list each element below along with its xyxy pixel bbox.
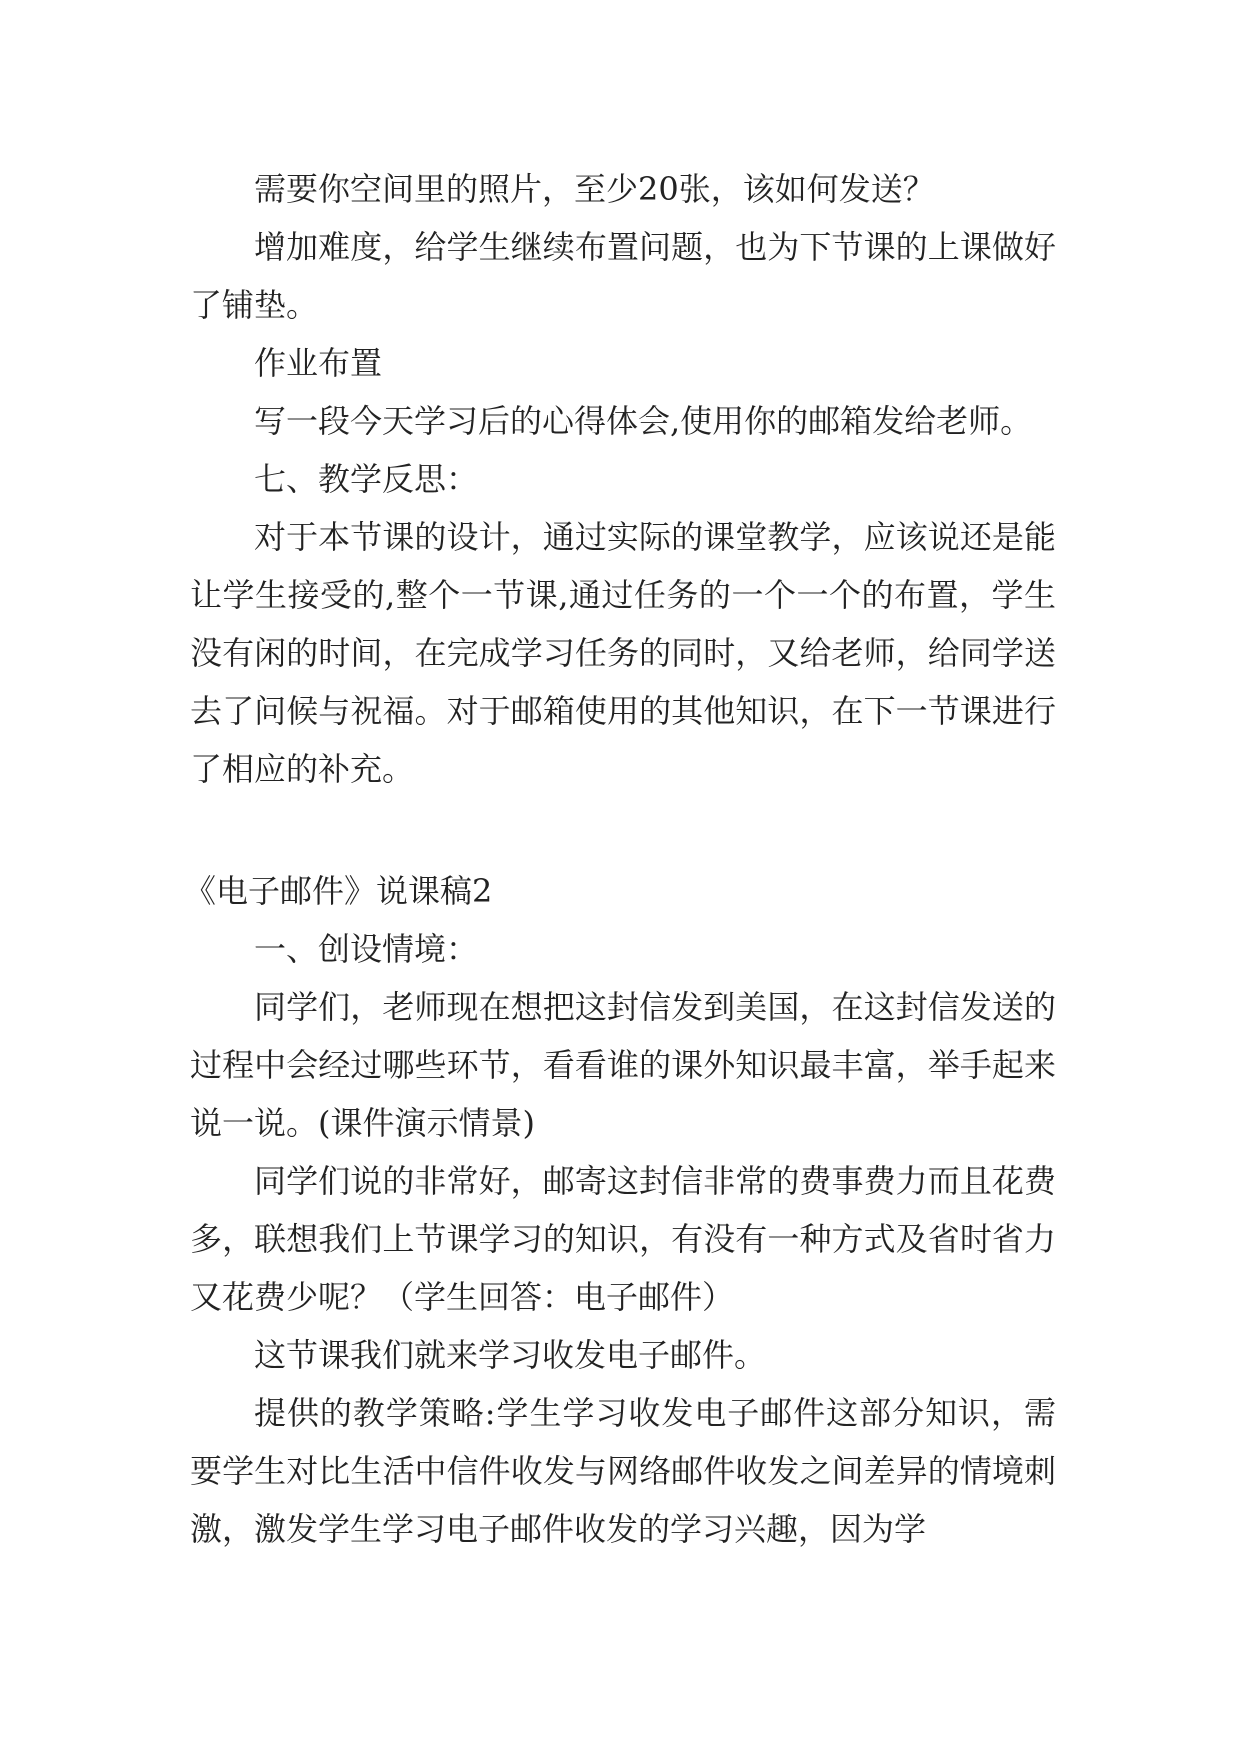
paragraph-letter-to-usa: 同学们，老师现在想把这封信发到美国，在这封信发送的过程中会经过哪些环节，看看谁的课外知识最丰富，举手起来说一说。(课件演示情景): [190, 988, 1056, 1142]
document-page: [184, 160, 1056, 1558]
paragraph-student-answer: 同学们说的非常好，邮寄这封信非常的费事费力而且花费多，联想我们上节课学习的知识，有没有一种方式及省时省力又花费少呢？（学生回答：电子邮件）: [190, 1162, 1056, 1316]
paragraph-scenario-heading: 一、创设情境：: [254, 930, 479, 968]
paragraph-photo-question: 需要你空间里的照片，至少20张，该如何发送？: [254, 170, 935, 208]
section-title: 《电子邮件》说课稿2: [184, 872, 493, 910]
paragraph-homework-task: 写一段今天学习后的心得体会,使用你的邮箱发给老师。: [254, 402, 1033, 440]
paragraph-homework-heading: 作业布置: [254, 344, 383, 382]
paragraph-reflection-body: 对于本节课的设计，通过实际的课堂教学，应该说还是能让学生接受的,整个一节课,通过任务的一个一个的布置，学生没有闲的时间，在完成学习任务的同时，又给老师，给同学送去了问候与祝福。对于邮箱使用的其他知识，在下一节课进行了相应的补充。: [190, 518, 1056, 788]
paragraph-teaching-strategy: 提供的教学策略:学生学习收发电子邮件这部分知识，需要学生对比生活中信件收发与网络邮件收发之间差异的情境刺激，激发学生学习电子邮件收发的学习兴趣，因为学: [190, 1394, 1056, 1548]
paragraph-increase-difficulty: 增加难度，给学生继续布置问题，也为下节课的上课做好了铺垫。: [190, 228, 1056, 324]
paragraph-lesson-intro: 这节课我们就来学习收发电子邮件。: [254, 1336, 767, 1374]
paragraph-reflection-heading: 七、教学反思：: [254, 460, 479, 498]
